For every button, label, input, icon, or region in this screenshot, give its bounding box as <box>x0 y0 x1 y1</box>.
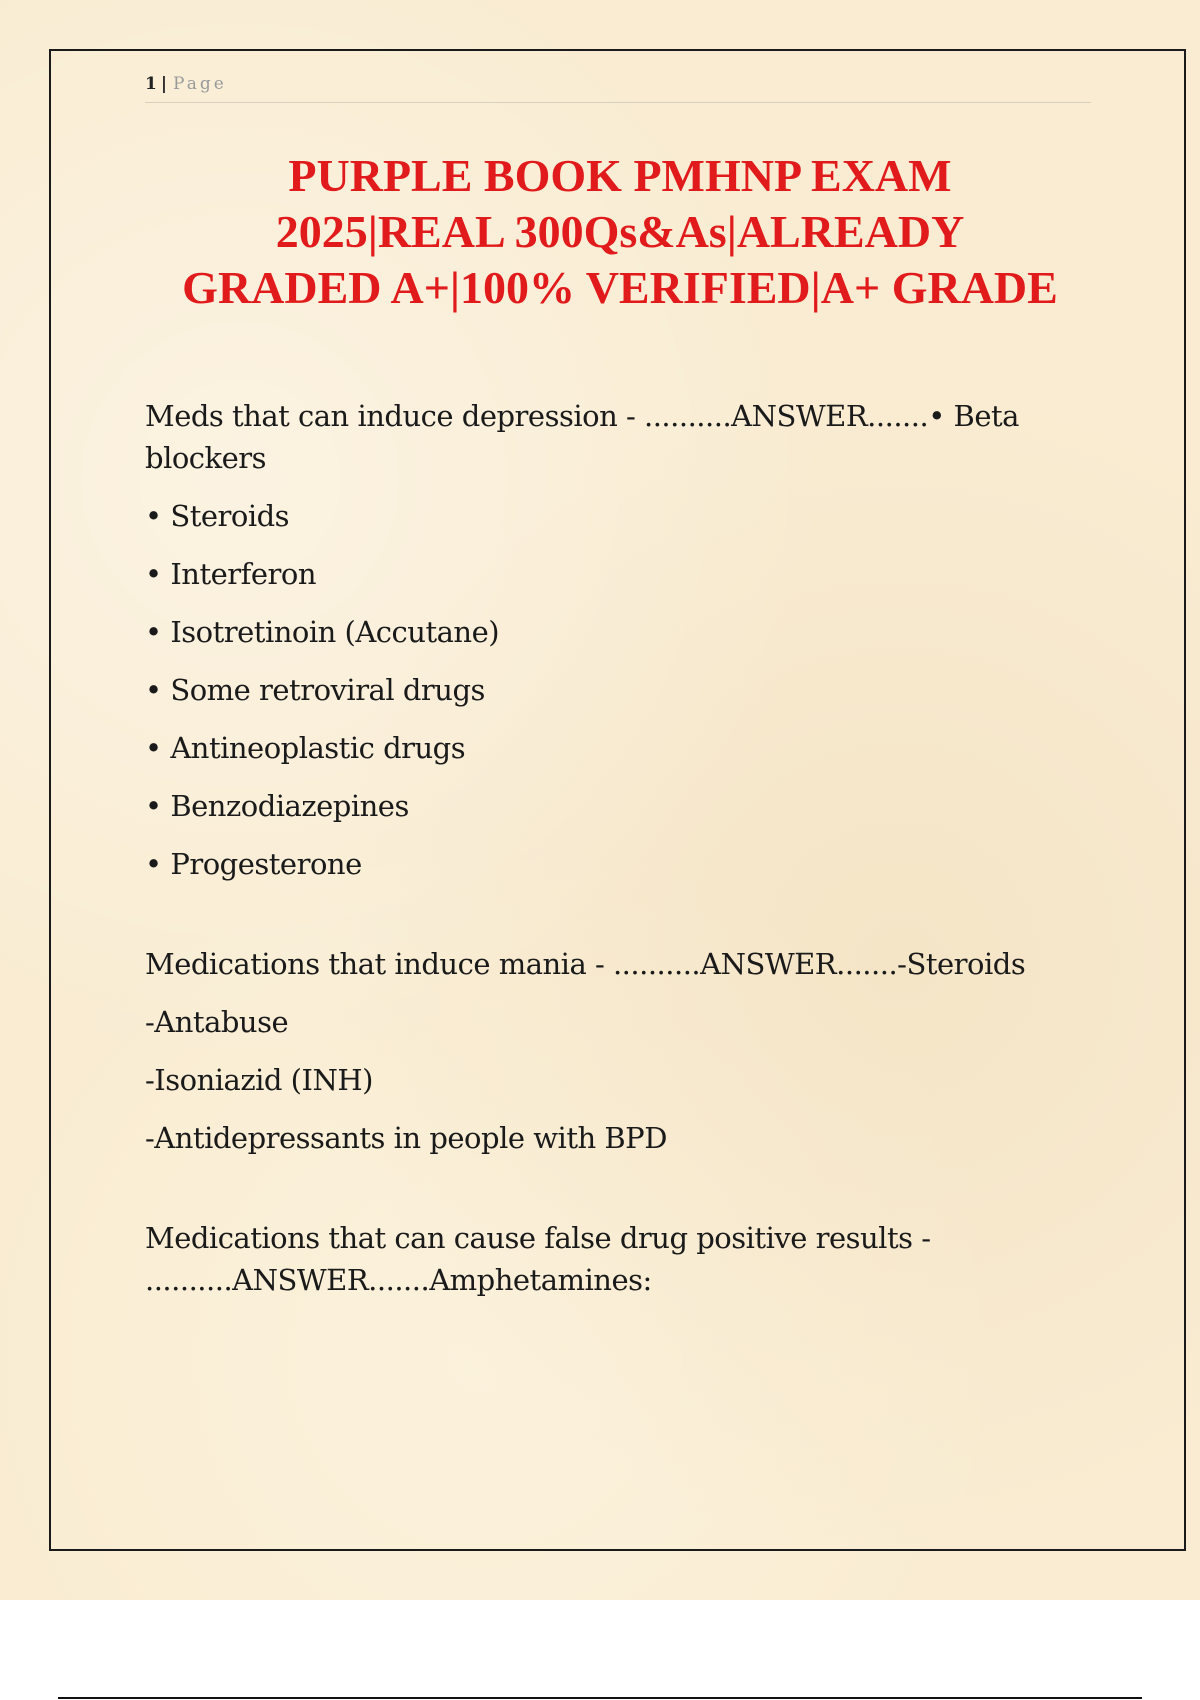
answer-item: • Some retroviral drugs <box>145 673 485 707</box>
footer-divider <box>58 1697 1142 1699</box>
question-text: Medications that induce mania - ..........ANSWER.......-Steroids <box>145 947 1026 981</box>
document-body <box>145 395 1045 1301</box>
answer-item: -Isoniazid (INH) <box>145 1063 373 1097</box>
question-text: Meds that can induce depression - ..........ANSWER.......• Beta blockers <box>145 399 1019 475</box>
answer-item: -Antabuse <box>145 1005 289 1039</box>
page-header <box>145 74 1091 103</box>
document-title <box>120 148 1120 316</box>
question-text: Medications that can cause false drug positive results - ..........ANSWER.......Amphetamines: <box>145 1221 931 1297</box>
answer-item: • Steroids <box>145 499 290 533</box>
answer-item: • Antineoplastic drugs <box>145 731 466 765</box>
page-separator: | <box>160 74 168 94</box>
page-label: Page <box>173 74 227 94</box>
page-number: 1 <box>145 74 157 94</box>
answer-item: • Progesterone <box>145 847 362 881</box>
answer-item: -Antidepressants in people with BPD <box>145 1121 667 1155</box>
title-line-3: GRADED A+|100% VERIFIED|A+ GRADE <box>182 262 1058 313</box>
answer-item: • Interferon <box>145 557 317 591</box>
title-line-2: 2025|REAL 300Qs&As|ALREADY <box>275 206 965 257</box>
qa-block <box>145 395 1045 885</box>
qa-block <box>145 1217 1045 1301</box>
answer-item: • Benzodiazepines <box>145 789 409 823</box>
title-line-1: PURPLE BOOK PMHNP EXAM <box>288 150 952 201</box>
answer-item: • Isotretinoin (Accutane) <box>145 615 500 649</box>
qa-block <box>145 943 1045 1159</box>
